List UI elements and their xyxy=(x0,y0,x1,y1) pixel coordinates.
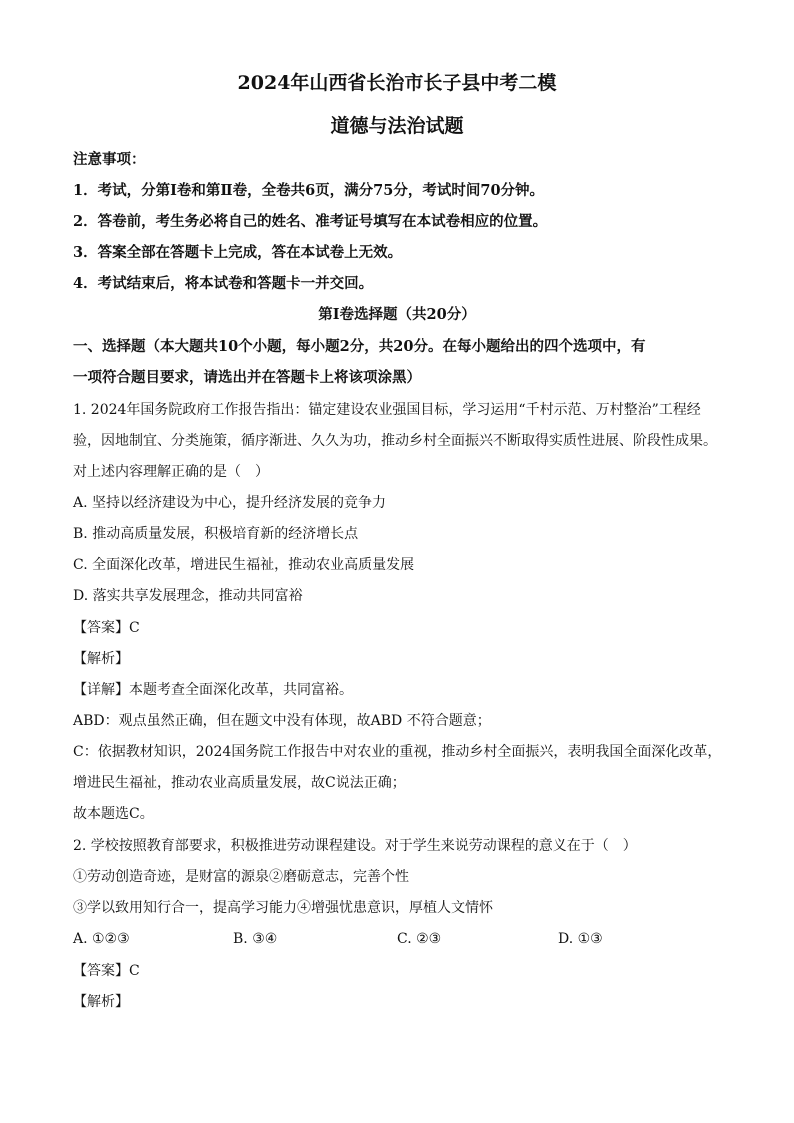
notice-heading: 注意事项： xyxy=(73,151,146,168)
notice-item-1: 1．考试，分第Ⅰ卷和第Ⅱ卷，全卷共6页，满分75分，考试时间70分钟。 xyxy=(73,182,545,199)
q1-option-c: C. 全面深化改革，增进民生福祉，推动农业高质量发展 xyxy=(73,557,415,573)
q2-stem: 2. 学校按照教育部要求，积极推进劳动课程建设。对于学生来说劳动课程的意义在于（ ） xyxy=(73,838,637,854)
q2-option-a: A. ①②③ xyxy=(73,931,130,947)
section-instructions-line-1: 一、选择题（本大题共10个小题，每小题2分，共20分。在每小题给出的四个选项中，有 xyxy=(73,338,646,355)
notice-item-4: 4．考试结束后，将本试卷和答题卡一并交回。 xyxy=(73,275,374,292)
q2-option-b: B. ③④ xyxy=(233,931,278,947)
q1-option-b: B. 推动高质量发展，积极培育新的经济增长点 xyxy=(73,526,359,542)
q1-detail-line: 【详解】本题考查全面深化改革，共同富裕。 xyxy=(73,682,353,698)
notice-item-3: 3．答案全部在答题卡上完成，答在本试卷上无效。 xyxy=(73,244,403,261)
q1-conclusion: 故本题选C。 xyxy=(73,806,154,822)
section-title: 第Ⅰ卷选择题（共20分） xyxy=(318,306,476,323)
q2-option-d: D. ①③ xyxy=(558,931,603,947)
q1-option-d: D. 落实共享发展理念，推动共同富裕 xyxy=(73,588,303,604)
notice-item-2: 2．答卷前，考生务必将自己的姓名、准考证号填写在本试卷相应的位置。 xyxy=(73,213,548,230)
q1-stem-line-2: 验，因地制宜、分类施策，循序渐进、久久为功，推动乡村全面振兴不断取得实质性进展、阶段性成果。 xyxy=(73,433,717,449)
q1-abd-line: ABD：观点虽然正确，但在题文中没有体现，故ABD 不符合题意； xyxy=(73,713,491,729)
q2-option-c: C. ②③ xyxy=(397,931,442,947)
exam-subtitle: 道德与法治试题 xyxy=(330,115,464,137)
q2-answer: 【答案】C xyxy=(73,963,140,979)
exam-title: 2024年山西省长治市长子县中考二模 xyxy=(237,72,557,94)
q1-option-a: A. 坚持以经济建设为中心，提升经济发展的竞争力 xyxy=(73,495,387,511)
q1-analysis-label: 【解析】 xyxy=(73,651,129,667)
q2-statement-2: ③学以致用知行合一，提高学习能力④增强忧患意识，厚植人文情怀 xyxy=(73,900,493,916)
q1-stem-line-3: 对上述内容理解正确的是（ ） xyxy=(73,464,269,480)
q2-statement-1: ①劳动创造奇迹，是财富的源泉②磨砺意志，完善个性 xyxy=(73,869,409,885)
q1-answer: 【答案】C xyxy=(73,620,140,636)
q1-c-line-1: C：依据教材知识，2024国务院工作报告中对农业的重视，推动乡村全面振兴，表明我国全面深化改革， xyxy=(73,744,722,760)
section-instructions-line-2: 一项符合题目要求，请选出并在答题卡上将该项涂黑） xyxy=(73,369,421,386)
q2-analysis-label: 【解析】 xyxy=(73,994,129,1010)
q1-c-line-2: 增进民生福祉，推动农业高质量发展，故C说法正确； xyxy=(73,775,406,791)
q1-stem-line-1: 1. 2024年国务院政府工作报告指出：锚定建设农业强国目标，学习运用“千村示范、万村整治”工程经 xyxy=(73,402,701,418)
